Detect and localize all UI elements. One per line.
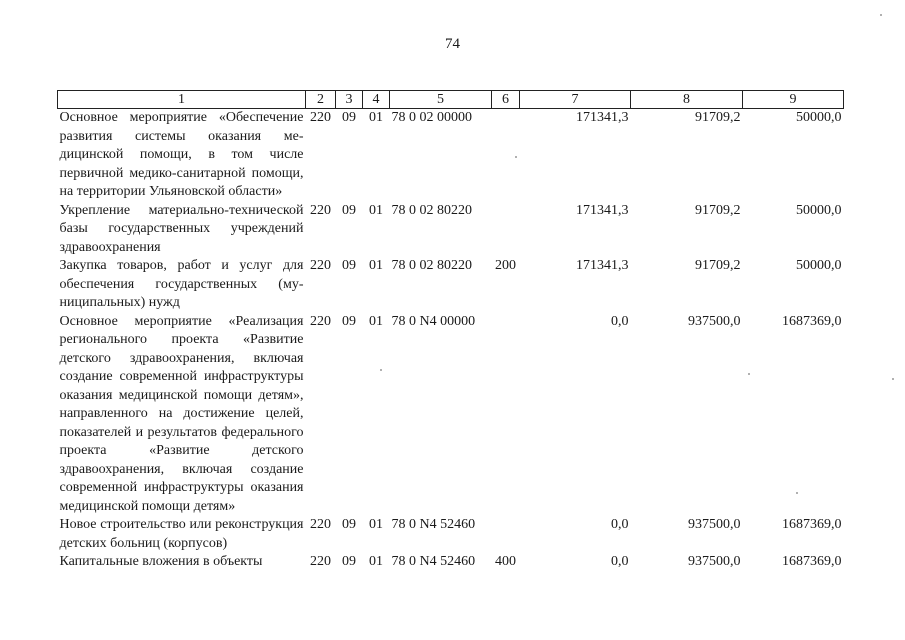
cell-rz: 09 — [342, 554, 356, 569]
cell-rz: 09 — [342, 517, 356, 532]
cell-pr: 01 — [369, 258, 383, 273]
table-row — [58, 516, 844, 553]
column-header: 4 — [363, 91, 390, 109]
column-header: 8 — [631, 91, 743, 109]
cell-gr: 220 — [310, 517, 331, 532]
row-name: Капитальные вложения в объекты — [59, 554, 263, 569]
column-header: 5 — [390, 91, 492, 109]
scan-speck — [748, 373, 750, 375]
cell-year1: 0,0 — [611, 554, 629, 569]
cell-vr: 400 — [495, 554, 516, 569]
cell-gr: 220 — [310, 110, 331, 125]
table-row — [58, 202, 844, 258]
scan-speck — [880, 14, 882, 16]
cell-csr: 78 0 N4 52460 — [391, 554, 476, 569]
cell-gr: 220 — [310, 313, 331, 329]
table-row — [58, 553, 844, 572]
cell-gr: 220 — [310, 202, 331, 218]
cell-vr: 200 — [495, 258, 516, 273]
budget-table — [57, 90, 844, 572]
column-number-row — [58, 91, 844, 109]
cell-rz: 09 — [342, 202, 356, 218]
cell-year2: 91709,2 — [695, 110, 741, 125]
scan-speck — [892, 378, 894, 380]
cell-csr: 78 0 N4 00000 — [391, 313, 476, 329]
cell-year3: 1687369,0 — [782, 313, 842, 329]
row-name: Основное мероприятие «Обеспечение развития системы оказания медицинской помощи, в том числе первичной медико-санитарной помощи, на территории Ульяновской области» — [59, 110, 304, 199]
scan-speck — [515, 156, 517, 158]
cell-year3: 50000,0 — [796, 258, 842, 273]
cell-year1: 171341,3 — [576, 202, 629, 218]
page-number: 74 — [445, 36, 460, 52]
cell-year2: 91709,2 — [695, 202, 741, 218]
cell-pr: 01 — [369, 554, 383, 569]
cell-csr: 78 0 02 80220 — [391, 202, 472, 218]
row-name: Закупка товаров, работ и услуг для обеспечения государственных (муниципальных) нужд — [59, 258, 304, 310]
table-row — [58, 109, 844, 202]
column-header: 7 — [520, 91, 631, 109]
cell-year3: 50000,0 — [796, 110, 842, 125]
cell-gr: 220 — [310, 554, 331, 569]
cell-pr: 01 — [369, 517, 383, 532]
column-header: 9 — [743, 91, 844, 109]
scan-speck — [796, 492, 798, 494]
cell-csr: 78 0 02 00000 — [391, 110, 472, 125]
cell-year2: 937500,0 — [688, 313, 741, 329]
cell-year3: 50000,0 — [796, 202, 842, 218]
column-header: 6 — [492, 91, 520, 109]
cell-rz: 09 — [342, 313, 356, 329]
row-name: Новое строительство или реконструкция детских больниц (корпусов) — [59, 517, 304, 551]
cell-vr — [492, 202, 520, 258]
cell-pr: 01 — [369, 202, 383, 218]
cell-vr — [492, 313, 520, 517]
cell-csr: 78 0 N4 52460 — [391, 517, 476, 532]
cell-vr — [492, 516, 520, 553]
cell-pr: 01 — [369, 110, 383, 125]
cell-year3: 1687369,0 — [782, 517, 842, 532]
cell-vr — [492, 109, 520, 202]
cell-year1: 0,0 — [611, 313, 629, 329]
cell-year2: 937500,0 — [688, 517, 741, 532]
table-row — [58, 313, 844, 517]
cell-year1: 0,0 — [611, 517, 629, 532]
column-header: 3 — [336, 91, 363, 109]
cell-rz: 09 — [342, 258, 356, 273]
column-header: 2 — [306, 91, 336, 109]
cell-csr: 78 0 02 80220 — [391, 258, 472, 273]
row-name: Укрепление материально-технической базы государственных учреждений здравоохранения — [59, 202, 304, 255]
table-row — [58, 257, 844, 313]
cell-year1: 171341,3 — [576, 110, 629, 125]
cell-rz: 09 — [342, 110, 356, 125]
cell-year1: 171341,3 — [576, 258, 629, 273]
cell-gr: 220 — [310, 258, 331, 273]
cell-year2: 937500,0 — [688, 554, 741, 569]
cell-pr: 01 — [369, 313, 383, 329]
row-name: Основное мероприятие «Реализация регионального проекта «Развитие детского здравоохранения, включая создание современной инфраструктуры оказания медицинской помощи детям», направленного на достижение целей, показателей и результатов федерального проекта «Развитие детского здравоохранения, включая создание современной инфраструктуры оказания медицинской помощи детям» — [59, 313, 304, 514]
cell-year3: 1687369,0 — [782, 554, 842, 569]
cell-year2: 91709,2 — [695, 258, 741, 273]
scan-speck — [380, 369, 382, 371]
column-header: 1 — [58, 91, 306, 109]
